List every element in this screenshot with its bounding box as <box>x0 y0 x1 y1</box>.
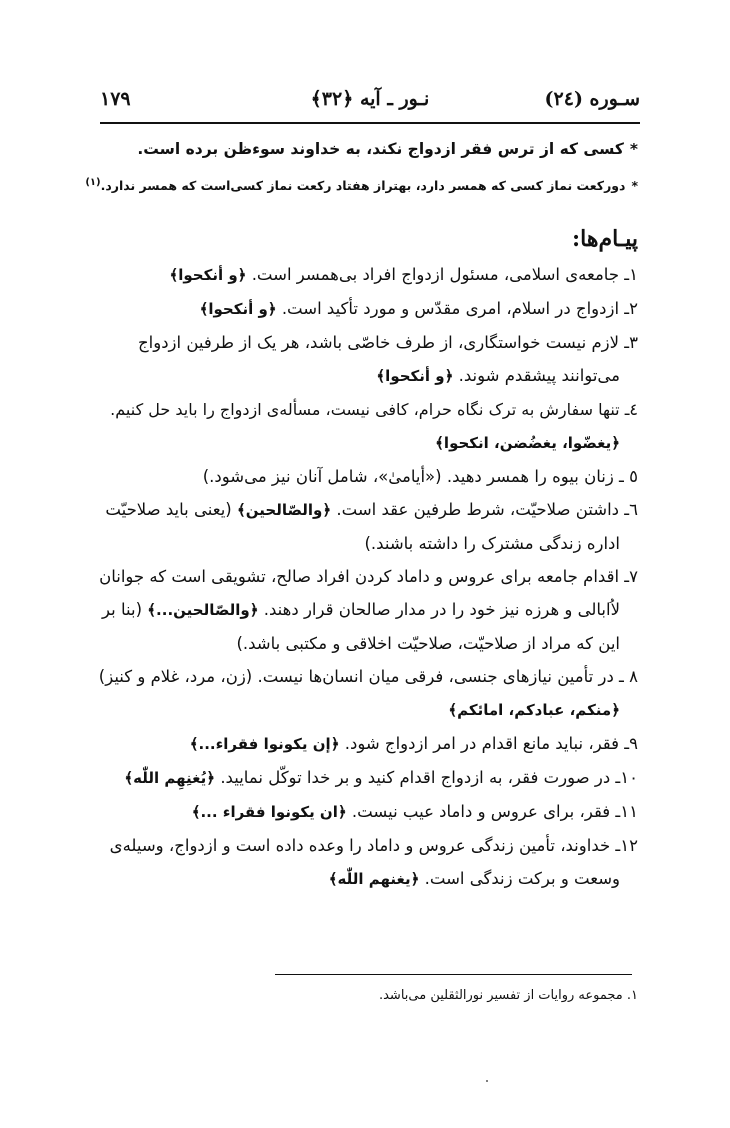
quran-quote: ﴿والصّالحين﴾ <box>236 501 332 519</box>
message-line <box>98 359 638 393</box>
message-text: ٨ ـ در تأمین نیازهای جنسی، فرقی میان انسان‌ها نیست. (زن، مرد، غلام و کنیز) <box>98 667 638 686</box>
bullet-star-icon: * <box>631 178 638 194</box>
quran-quote: ﴿منكم، عبادكم، امائكم﴾ <box>448 701 620 719</box>
message-line <box>98 560 638 593</box>
message-item <box>98 727 638 761</box>
message-item <box>98 761 638 795</box>
message-text: ٤ـ تنها سفارش به ترک نگاه حرام، کافی نیست، مسأله‌ی ازدواج را باید حل کنیم. <box>110 400 638 419</box>
message-line <box>98 326 638 359</box>
quran-quote: ﴿والصّالحين...﴾ <box>147 601 259 619</box>
message-text: اداره زندگی مشترک را داشته باشند.) <box>364 534 620 553</box>
message-text-after: (یعنی باید صلاحیّت <box>105 500 232 519</box>
message-item <box>98 292 638 326</box>
message-line <box>98 862 638 896</box>
footnote-reference: (١) <box>85 177 101 188</box>
message-item <box>98 393 638 460</box>
message-item <box>98 560 638 660</box>
message-text: این که مراد از صلاحیّت، صلاحیّت اخلاقی و مکتبی باشد.) <box>236 634 620 653</box>
message-item <box>98 660 638 727</box>
message-line <box>98 493 638 527</box>
page-header <box>100 88 640 120</box>
narration-text: کسی که از ترس فقر ازدواج نکند، به خداوند سوءظن برده است. <box>137 140 624 158</box>
narration-text: دورکعت نماز کسی که همسر دارد، بهتراز هفتاد رکعت نماز کسی‌است که همسر ندارد. <box>100 178 626 194</box>
ayah-label: نـور ـ آیه ﴿٣٢﴾ <box>310 88 430 110</box>
quran-quote: ﴿و أنكحوا﴾ <box>376 367 454 385</box>
message-text: لاُابالی و هرزه نیز خود را در مدار صالحان قرار دهند. <box>263 600 620 619</box>
message-item <box>98 326 638 393</box>
message-text: ٩ـ فقر، نباید مانع اقدام در امر ازدواج شود. <box>344 734 638 753</box>
footnote: ١. مجموعه روایات از تفسیر نورالثقلین می‌باشد. <box>378 988 638 1003</box>
quran-quote: ﴿ان يكونوا فقراء ...﴾ <box>191 803 347 821</box>
message-text: می‌توانند پیشقدم شوند. <box>458 366 620 385</box>
section-title: پیـام‌ها: <box>572 226 638 252</box>
message-line <box>98 393 638 426</box>
message-line <box>98 795 638 829</box>
header-rule <box>100 122 640 124</box>
message-text: ٧ـ اقدام جامعه برای عروس و داماد کردن افراد صالح، تشویقی است که جوانان <box>99 567 638 586</box>
message-item <box>98 795 638 829</box>
message-line <box>98 727 638 761</box>
message-line <box>98 292 638 326</box>
stray-dot <box>486 1080 488 1082</box>
messages-list <box>98 258 638 896</box>
quran-quote: ﴿يُغنِهِم اللّٰه﴾ <box>124 769 216 787</box>
message-line <box>98 593 638 627</box>
message-line <box>98 460 638 493</box>
message-text: وسعت و برکت زندگی است. <box>424 869 620 888</box>
surah-label: سـوره (٢٤) <box>544 88 640 110</box>
message-text: ٥ ـ زنان بیوه را همسر دهید. («أيامىٰ»، شامل آنان نیز می‌شود.) <box>202 467 638 486</box>
message-text: ١١ـ فقر، برای عروس و داماد عیب نیست. <box>351 802 638 821</box>
message-text: ١٢ـ خداوند، تأمین زندگی عروس و داماد را وعده داده است و ازدواج، وسیله‌ی <box>109 836 638 855</box>
message-text: ١ـ جامعه‌ی اسلامی، مسئول ازدواج افراد بی‌همسر است. <box>251 265 638 284</box>
message-text-after: (بنا بر <box>102 600 143 619</box>
message-text: ٢ـ ازدواج در اسلام، امری مقدّس و مورد تأکید است. <box>281 299 638 318</box>
quran-quote: ﴿يغنهم اللّٰه﴾ <box>328 870 420 888</box>
message-line <box>98 761 638 795</box>
page-number: ١٧٩ <box>100 88 131 110</box>
message-text: ٣ـ لازم نیست خواستگاری، از طرف خاصّی باشد، هر یک از طرفین ازدواج <box>138 333 638 352</box>
message-item <box>98 493 638 560</box>
footnote-divider <box>275 974 632 975</box>
message-line <box>98 627 638 660</box>
quran-quote: ﴿و أنكحوا﴾ <box>199 300 277 318</box>
bullet-star-icon: * <box>629 140 638 158</box>
message-line <box>98 258 638 292</box>
message-text: ٦ـ داشتن صلاحیّت، شرط طرفین عقد است. <box>336 500 638 519</box>
narration-2 <box>78 177 638 193</box>
quran-quote: ﴿و أنكحوا﴾ <box>169 266 247 284</box>
quran-quote: ﴿إن يكونوا فقراء...﴾ <box>189 735 340 753</box>
message-line <box>98 426 638 460</box>
message-text: ١٠ـ در صورت فقر، به ازدواج اقدام کنید و بر خدا توکّل نمایید. <box>220 768 638 787</box>
message-line <box>98 660 638 693</box>
narration-1 <box>78 140 638 158</box>
message-line <box>98 527 638 560</box>
message-line <box>98 829 638 862</box>
message-item <box>98 258 638 292</box>
quran-quote: ﴿يغضّوا، يغضُضن، انكحوا﴾ <box>435 434 620 452</box>
message-line <box>98 693 638 727</box>
message-item <box>98 829 638 896</box>
message-item <box>98 460 638 493</box>
